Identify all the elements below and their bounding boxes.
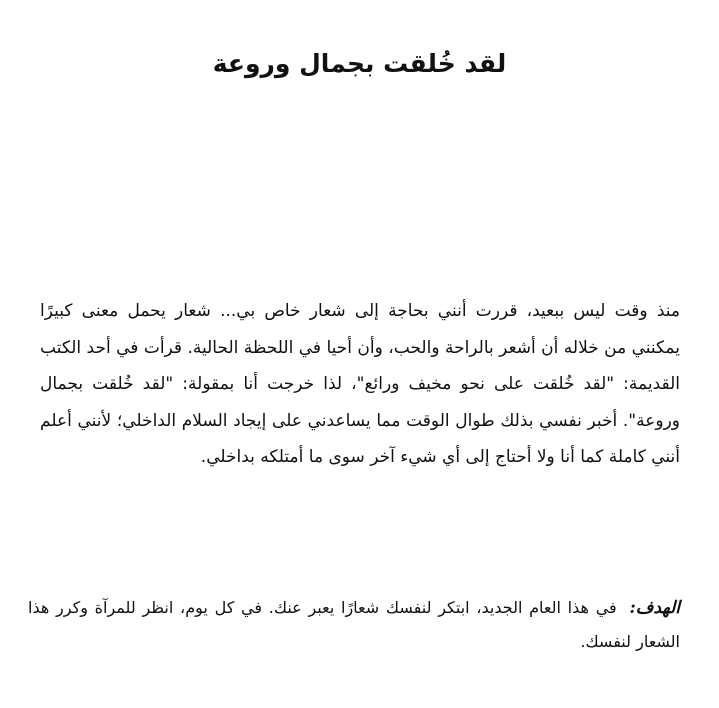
- body-paragraph: منذ وقت ليس ببعيد، قررت أنني بحاجة إلى شعار خاص بي... شعار يحمل معنى كبيرًا يمكنني من خلاله أن أشعر بالراحة والحب، وأن أحيا في اللحظة الحالية. قرأت في أحد الكتب القديمة: "لقد خُلقت على نحو مخيف ورائع"، لذا خرجت أنا بمقولة: "لقد خُلقت بجمال وروعة". أخبر نفسي بذلك طوال الوقت مما يساعدني على إيجاد السلام الداخلي؛ لأنني أعلم أنني كاملة كما أنا ولا أحتاج إلى أي شيء آخر سوى ما أمتلكه بداخلي.: [40, 301, 680, 467]
- goal-text: في هذا العام الجديد، ابتكر لنفسك شعارًا يعبر عنك. في كل يوم، انظر للمرآة وكرر هذا الشعار لنفسك.: [28, 598, 680, 651]
- goal-paragraph: [28, 591, 680, 658]
- goal-label: الهدف:: [629, 598, 680, 618]
- page-title: لقد خُلقت بجمال وروعة: [212, 49, 507, 78]
